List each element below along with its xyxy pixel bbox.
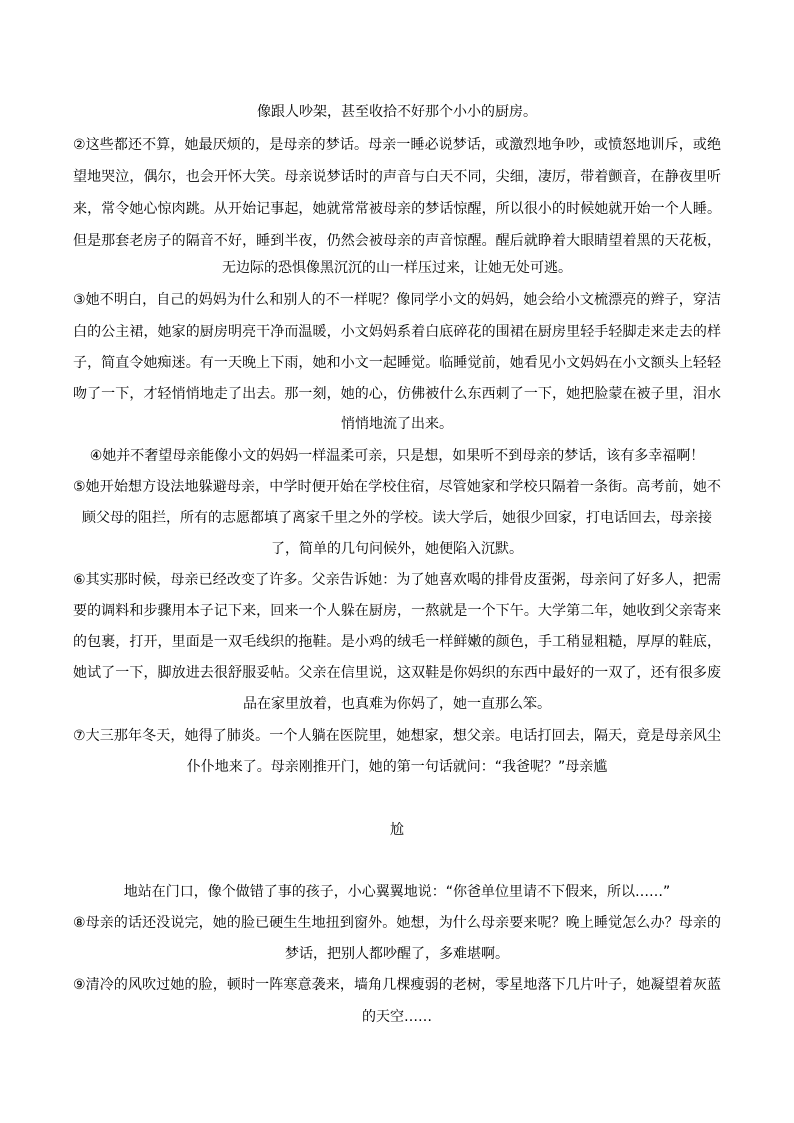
- text-line-15: 了，简单的几句问候外，她便陷入沉默。: [271, 541, 523, 557]
- text-line-3: 望地哭泣，偶尔，也会开怀大笑。母亲说梦话时的声音与白天不同，尖细，凄厉，带着颤音，在静夜里听: [73, 169, 721, 185]
- text-line-8: 白的公主裙，她家的厨房明亮干净而温暖，小文妈妈系着白底碎花的围裙在厨房里轻手轻脚走来走去的样: [73, 324, 721, 340]
- text-line-2: ②这些都还不算，她最厌烦的，是母亲的梦话。母亲一睡必说梦话，或激烈地争吵，或愤怒地训斥，或绝: [73, 137, 721, 153]
- text-line-10: 吻了一下，才轻悄悄地走了出去。那一刻，她的心，仿佛被什么东西刺了一下，她把脸蒙在被子里，泪水: [73, 386, 721, 402]
- text-line-16: ⑥其实那时候，母亲已经改变了许多。父亲告诉她：为了她喜欢喝的排骨皮蛋粥，母亲问了好多人，把需: [73, 572, 721, 588]
- text-line-9: 子，简直令她痴迷。有一天晚上下雨，她和小文一起睡觉。临睡觉前，她看见小文妈妈在小文额头上轻轻: [73, 355, 721, 371]
- text-line-7: ③她不明白，自己的妈妈为什么和别人的不一样呢？像同学小文的妈妈，她会给小文梳漂亮的辫子，穿洁: [73, 292, 721, 308]
- text-line-5: 但是那套老房子的隔音不好，睡到半夜，仍然会被母亲的声音惊醒。醒后就睁着大眼睛望着黑的天花板，: [73, 233, 721, 249]
- text-line-21: ⑦大三那年冬天，她得了肺炎。一个人躺在医院里，她想家，想父亲。电话打回去，隔天，竟是母亲风尘: [73, 728, 721, 744]
- text-line-25: ⑧母亲的话还没说完，她的脸已硬生生地扭到窗外。她想，为什么母亲要来呢？晚上睡觉怎么办？母亲的: [73, 915, 721, 931]
- text-line-28: 的天空……: [362, 1009, 432, 1025]
- text-line-24: 地站在门口，像个做错了事的孩子，小心翼翼地说：“你爸单位里请不下假来，所以……”: [123, 884, 671, 900]
- text-line-11: 悄悄地流了出来。: [341, 416, 453, 432]
- text-line-6: 无边际的恐惧像黑沉沉的山一样压过来，让她无处可逃。: [222, 260, 572, 276]
- text-line-23: 尬: [390, 822, 404, 838]
- text-line-13: ⑤她开始想方设法地躲避母亲，中学时便开始在学校住宿，尽管她家和学校只隔着一条街。高考前，她不: [73, 479, 721, 495]
- text-line-17: 要的调料和步骤用本子记下来，回来一个人躲在厨房，一熬就是一个下午。大学第二年，她收到父亲寄来: [73, 603, 721, 619]
- text-line-4: 来，常令她心惊肉跳。从开始记事起，她就常常被母亲的梦话惊醒，所以很小的时候她就开始一个人睡。: [73, 201, 721, 217]
- text-line-22: 仆仆地来了。母亲刚推开门，她的第一句话就问：“我爸呢？”母亲尴: [186, 759, 608, 775]
- text-line-19: 她试了一下，脚放进去很舒服妥帖。父亲在信里说，这双鞋是你妈织的东西中最好的一双了，还有很多废: [73, 665, 721, 681]
- text-line-18: 的包裹，打开，里面是一双毛线织的拖鞋。是小鸡的绒毛一样鲜嫩的颜色，手工稍显粗糙，厚厚的鞋底，: [73, 634, 721, 650]
- text-line-1: 像跟人吵架，甚至收拾不好那个小小的厨房。: [257, 104, 537, 120]
- text-line-14: 顾父母的阻拦，所有的志愿都填了离家千里之外的学校。读大学后，她很少回家，打电话回去，母亲接: [82, 510, 712, 526]
- text-line-26: 梦话，把别人都吵醒了，多难堪啊。: [285, 946, 509, 962]
- text-line-20: 品在家里放着，也真难为你妈了，她一直那么笨。: [243, 696, 551, 712]
- text-line-12: ④她并不奢望母亲能像小文的妈妈一样温柔可亲，只是想，如果听不到母亲的梦话，该有多幸福啊！: [89, 448, 705, 464]
- text-line-27: ⑨清冷的风吹过她的脸，顿时一阵寒意袭来，墙角几棵瘦弱的老树，零星地落下几片叶子，她凝望着灰蓝: [73, 977, 721, 993]
